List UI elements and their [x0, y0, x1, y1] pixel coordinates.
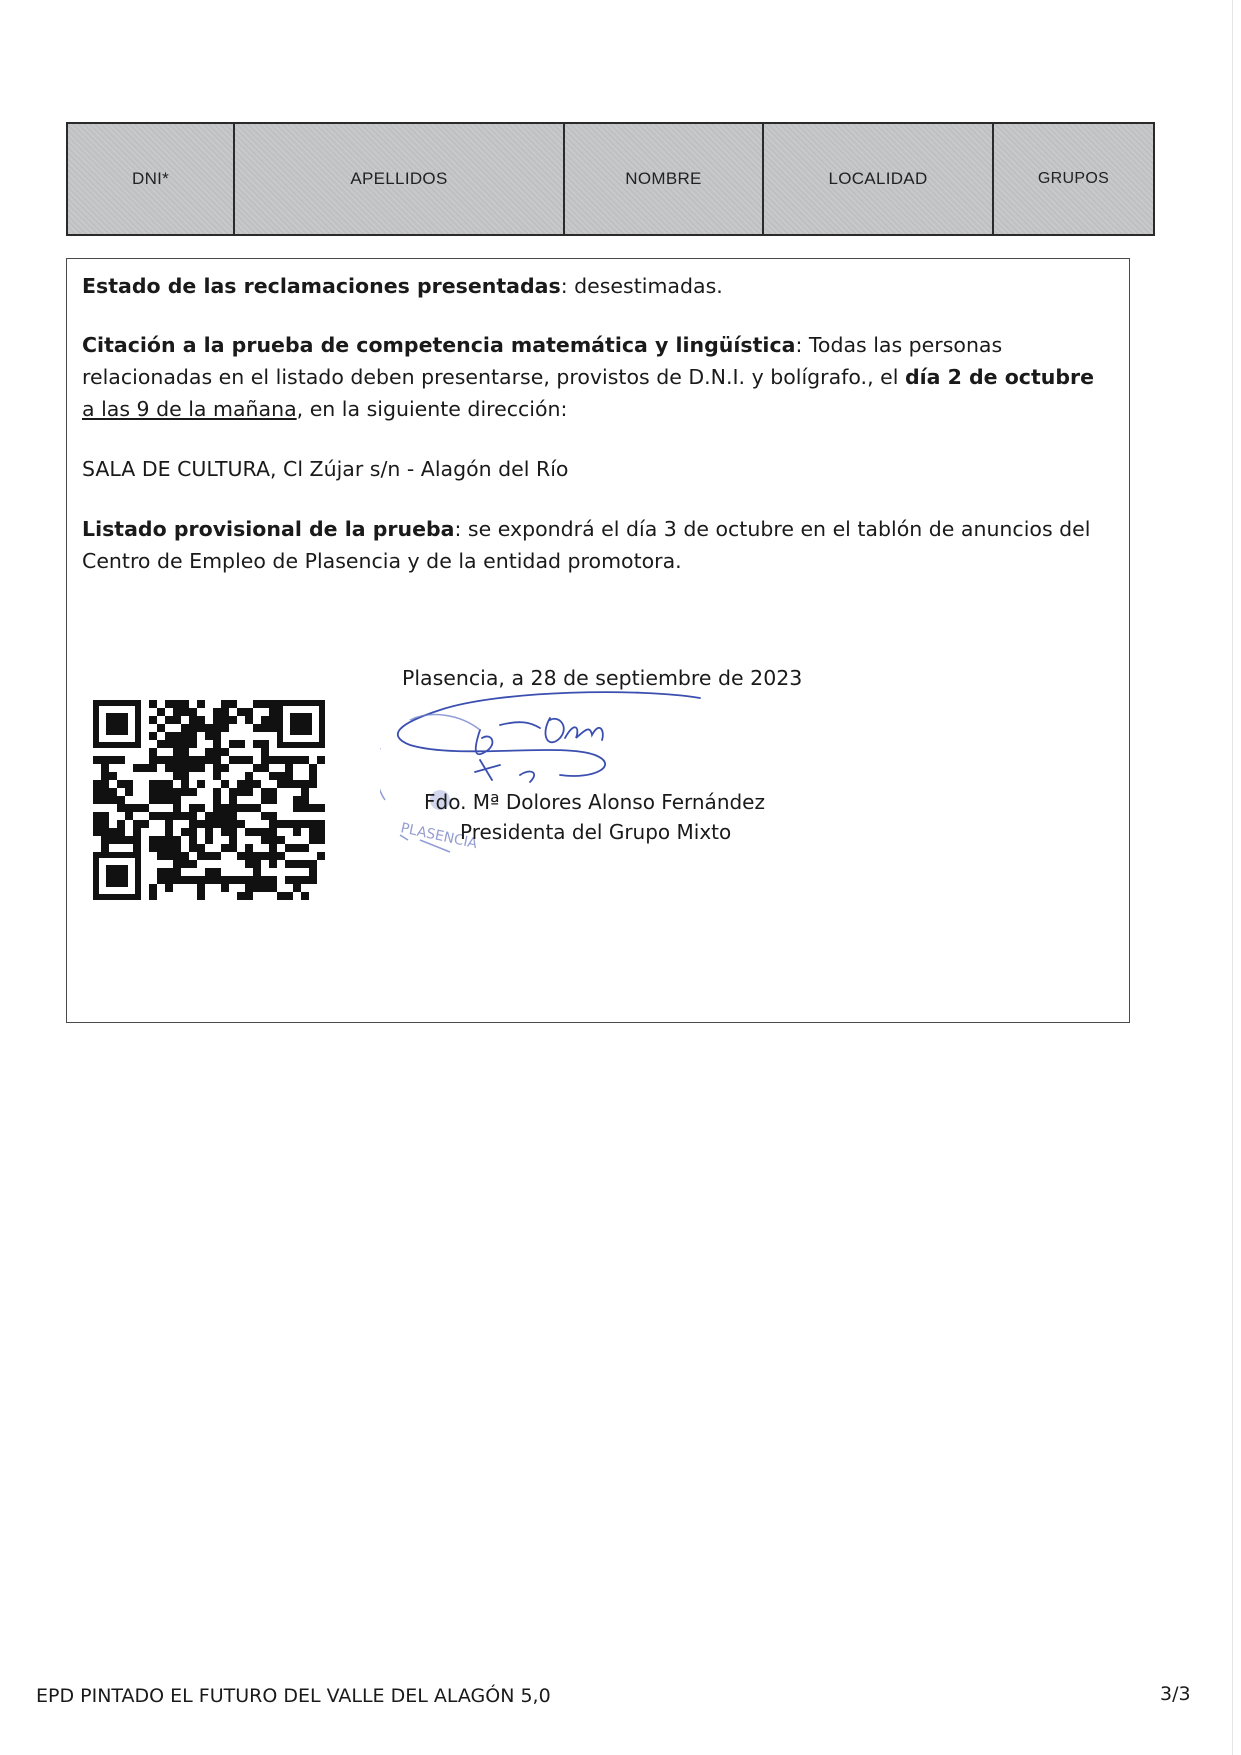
provisional-list-text: : se expondrá el día 3 de octubre en el tablón de anuncios del Centro de Empleo de Plasencia y de la entidad promotora.: [82, 517, 1091, 573]
place-date-line: Plasencia, a 28 de septiembre de 2023: [402, 666, 803, 690]
scan-edge-line: [1232, 0, 1233, 1755]
column-header-nombre: NOMBRE: [565, 124, 764, 234]
signer-name: Fdo. Mª Dolores Alonso Fernández: [424, 790, 765, 814]
test-summons-label: Citación a la prueba de competencia matemática y lingüística: [82, 333, 796, 357]
claims-status-paragraph: [82, 270, 1112, 302]
footer-page-number: 3/3: [1160, 1683, 1191, 1705]
provisional-list-label: Listado provisional de la prueba: [82, 517, 455, 541]
address-line: SALA DE CULTURA, Cl Zújar s/n - Alagón del Río: [82, 457, 569, 481]
column-header-localidad: LOCALIDAD: [764, 124, 994, 234]
test-summons-time: a las 9 de la mañana: [82, 397, 297, 421]
test-summons-day: día 2 de octubre: [904, 365, 1095, 389]
test-summons-paragraph: [82, 329, 1112, 425]
provisional-list-paragraph: [82, 513, 1112, 577]
claims-status-label: Estado de las reclamaciones presentadas: [82, 274, 561, 298]
test-summons-text: : Todas las personas relacionadas en el listado deben presentarse, provistos de D.N.I. y bolígrafo., el: [82, 333, 1003, 389]
claims-status-value: : desestimadas.: [560, 274, 723, 298]
column-header-grupos: GRUPOS: [1037, 170, 1110, 187]
footer-program-name: EPD PINTADO EL FUTURO DEL VALLE DEL ALAGÓN 5,0: [36, 1685, 551, 1707]
signer-role: Presidenta del Grupo Mixto: [460, 820, 732, 844]
column-header-apellidos: APELLIDOS: [235, 124, 565, 234]
qr-code-icon: [93, 700, 325, 900]
participants-table-header: [66, 122, 1155, 236]
column-header-dni: DNI*: [68, 124, 235, 234]
stamp-text: PLASENCIA: [399, 820, 479, 853]
test-summons-tail: , en la siguiente dirección:: [296, 397, 568, 421]
